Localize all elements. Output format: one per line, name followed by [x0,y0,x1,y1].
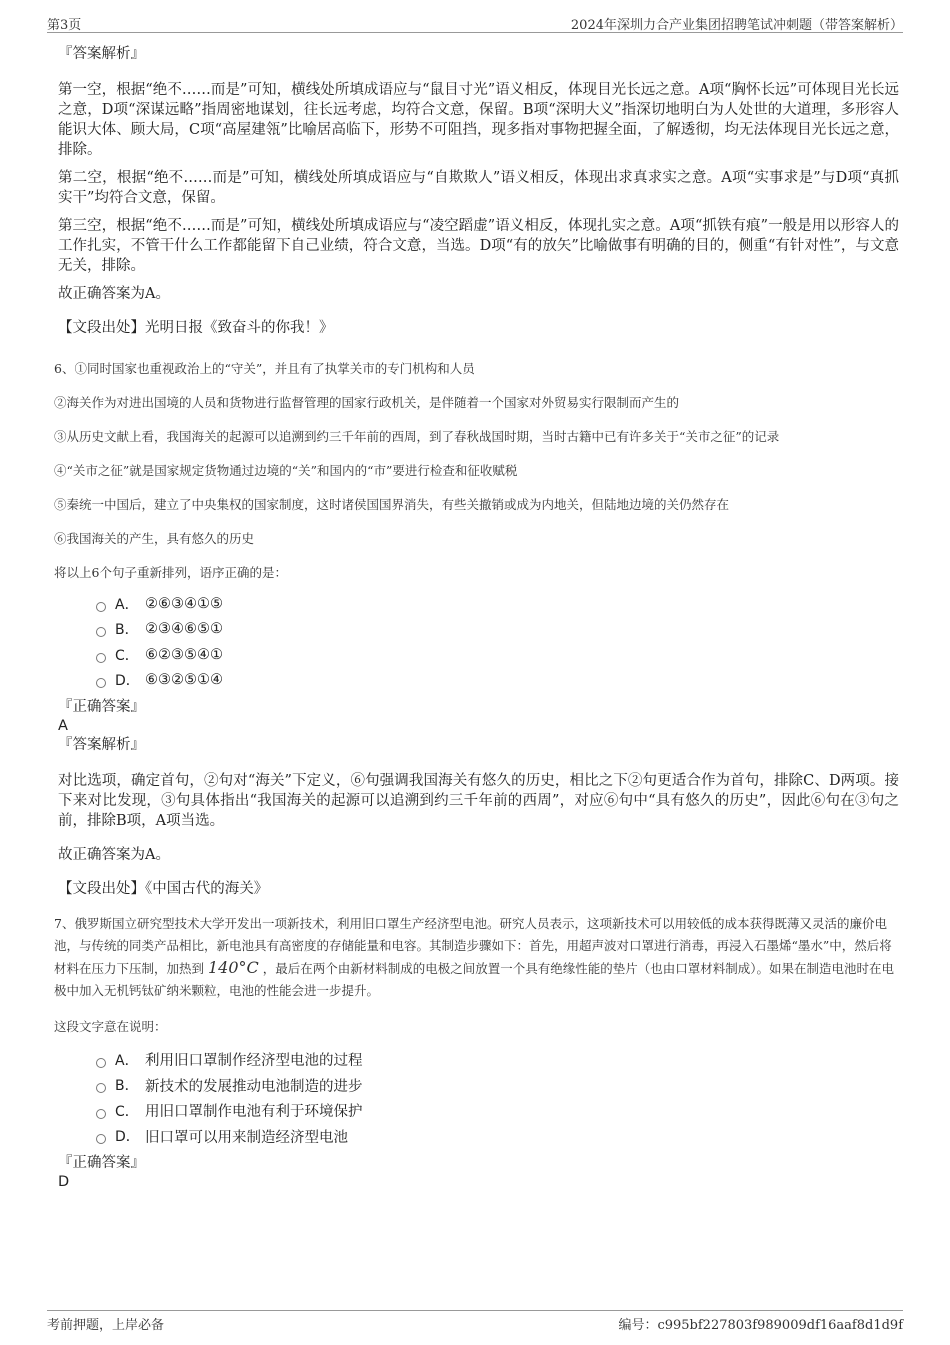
option-letter: C． [115,647,139,664]
option-letter: D． [115,673,140,690]
option-letter: A． [115,596,139,613]
q7-option-b[interactable] [96,1073,899,1099]
q6-analysis-label: 『答案解析』 [58,737,145,753]
q6-answer-label: 『正确答案』 [58,699,145,715]
option-text: ②③④⑥⑤① [145,621,223,638]
q6-answer: A [58,718,68,734]
option-text: 旧口罩可以用来制造经济型电池 [145,1129,348,1146]
q6-sentence: ②海关作为对进出国境的人员和货物进行监督管理的国家行政机关，是伴随着一个国家对外贸易实行限制而产生的 [54,395,680,410]
page-number: 第3页 [47,18,82,33]
q6-option-c[interactable] [96,642,899,668]
footer-slogan: 考前押题，上岸必备 [47,1318,165,1333]
option-text: ②⑥③④①⑤ [145,595,223,612]
q7-stem [54,913,899,1002]
option-letter: C． [115,1103,139,1120]
q6-analysis: 对比选项，确定首句，②句对“海关”下定义，⑥句强调我国海关有悠久的历史，相比之下②句更适合作为首句，排除C、D两项。接下来对比发现，③句具体指出“我国海关的起源可以追溯到约三千年前的西周”，对应⑥句中“具有悠久的历史”，因此⑥句在③句之前，排除B项，A项当选。 [58,773,899,829]
q7-prompt: 这段文字意在说明： [54,1019,167,1034]
q7-stem-after: ，最后在两个由新材料制成的电极之间放置一个具有绝缘性能的垫片（也由口罩材料制成）。如果在制造电池时在电极中加入无机钙钛矿纳米颗粒，电池的性能会进一步提升。 [54,961,895,998]
q7-option-d[interactable] [96,1124,899,1150]
q6-source: 【文段出处】《中国古代的海关》 [58,881,269,897]
option-text: ⑥③②⑤①④ [145,672,223,689]
document-id: 编号：c995bf227803f989009df16aaf8d1d9f [618,1318,903,1333]
q7-temperature: 140°C [208,958,259,977]
option-text: 利用旧口罩制作经济型电池的过程 [145,1053,363,1070]
option-text: 新技术的发展推动电池制造的进步 [145,1078,363,1095]
option-letter: B． [115,622,139,639]
radio-icon[interactable] [96,1109,106,1119]
option-text: 用旧口罩制作电池有利于环境保护 [145,1104,363,1121]
q6-sentence: ③从历史文献上看，我国海关的起源可以追溯到约三千年前的西周，到了春秋战国时期，当时古籍中已有许多关于“关市之征”的记录 [54,429,780,444]
page-footer [47,1310,903,1333]
radio-icon[interactable] [96,678,106,688]
option-text: ⑥②③⑤④① [145,646,223,663]
option-letter: B． [115,1078,139,1095]
q5-analysis-p1: 第一空，根据“绝不……而是”可知，横线处所填成语应与“鼠目寸光”语义相反，体现目光长远之意。A项“胸怀长远”可体现目光长远之意，D项“深谋远略”指周密地谋划，往长远考虑，均符合文意，保留。B项“深明大义”指深切地明白为人处世的大道理，多形容人能识大体、顾大局，C项“高屋建瓴”比喻居高临下，形势不可阻挡，现多指对事物把握全面，了解透彻，均无法体现目光长远之意，排除。 [58,82,899,158]
q6-prompt: 将以上6个句子重新排列，语序正确的是： [54,565,287,580]
radio-icon[interactable] [96,1058,106,1068]
document-title: 2024年深圳力合产业集团招聘笔试冲刺题（带答案解析） [570,18,903,33]
q7-answer: D [58,1174,70,1190]
q5-analysis-label: 『答案解析』 [58,46,145,62]
radio-icon[interactable] [96,627,106,637]
q7-options [96,1047,899,1149]
q7-option-c[interactable] [96,1098,899,1124]
q6-sentence: ④“关市之征”就是国家规定货物通过边境的“关”和国内的“市”要进行检查和征收赋税 [54,463,518,478]
q6-option-d[interactable] [96,668,899,694]
q7-answer-label: 『正确答案』 [58,1155,145,1171]
q6-conclusion: 故正确答案为A。 [58,847,170,863]
option-letter: A． [115,1052,139,1069]
radio-icon[interactable] [96,602,106,612]
q7-stem-before: 7、俄罗斯国立研究型技术大学开发出一项新技术，利用旧口罩生产经济型电池。研究人员表示，这项新技术可以用较低的成本获得既薄又灵活的廉价电池，与传统的同类产品相比，新电池具有高密度的存储能量和电容。其制造步骤如下：首先，用超声波对口罩进行消毒，再浸入石墨烯“墨水”中，然后将材料在压力下压制，加热到 [54,916,892,976]
q5-conclusion: 故正确答案为A。 [58,286,170,302]
q6-option-a[interactable] [96,591,899,617]
q5-analysis-p2: 第二空，根据“绝不……而是”可知，横线处所填成语应与“自欺欺人”语义相反，体现出求真求实之意。A项“实事求是”与D项“真抓实干”均符合文意，保留。 [58,170,899,206]
radio-icon[interactable] [96,653,106,663]
radio-icon[interactable] [96,1134,106,1144]
option-letter: D． [115,1129,140,1146]
radio-icon[interactable] [96,1083,106,1093]
page-header [47,12,903,33]
page-content [54,44,899,1191]
q6-sentence: 6、①同时国家也重视政治上的“守关”，并且有了执掌关市的专门机构和人员 [54,361,475,376]
q7-option-a[interactable] [96,1047,899,1073]
q5-source: 【文段出处】光明日报《致奋斗的你我！》 [58,320,334,336]
q6-sentence: ⑥我国海关的产生，具有悠久的历史 [54,531,255,546]
q6-options [96,591,899,693]
q6-option-b[interactable] [96,617,899,643]
q5-analysis-p3: 第三空，根据“绝不……而是”可知，横线处所填成语应与“凌空蹈虚”语义相反，体现扎实之意。A项“抓铁有痕”一般是用以形容人的工作扎实，不管干什么工作都能留下自己业绩，符合文意，当选。D项“有的放矢”比喻做事有明确的目的，侧重“有针对性”，与文意无关，排除。 [58,218,899,274]
q6-sentence: ⑤秦统一中国后，建立了中央集权的国家制度，这时诸侯国国界消失，有些关撤销或成为内地关，但陆地边境的关仍然存在 [54,497,730,512]
q6-sentences [54,358,899,583]
